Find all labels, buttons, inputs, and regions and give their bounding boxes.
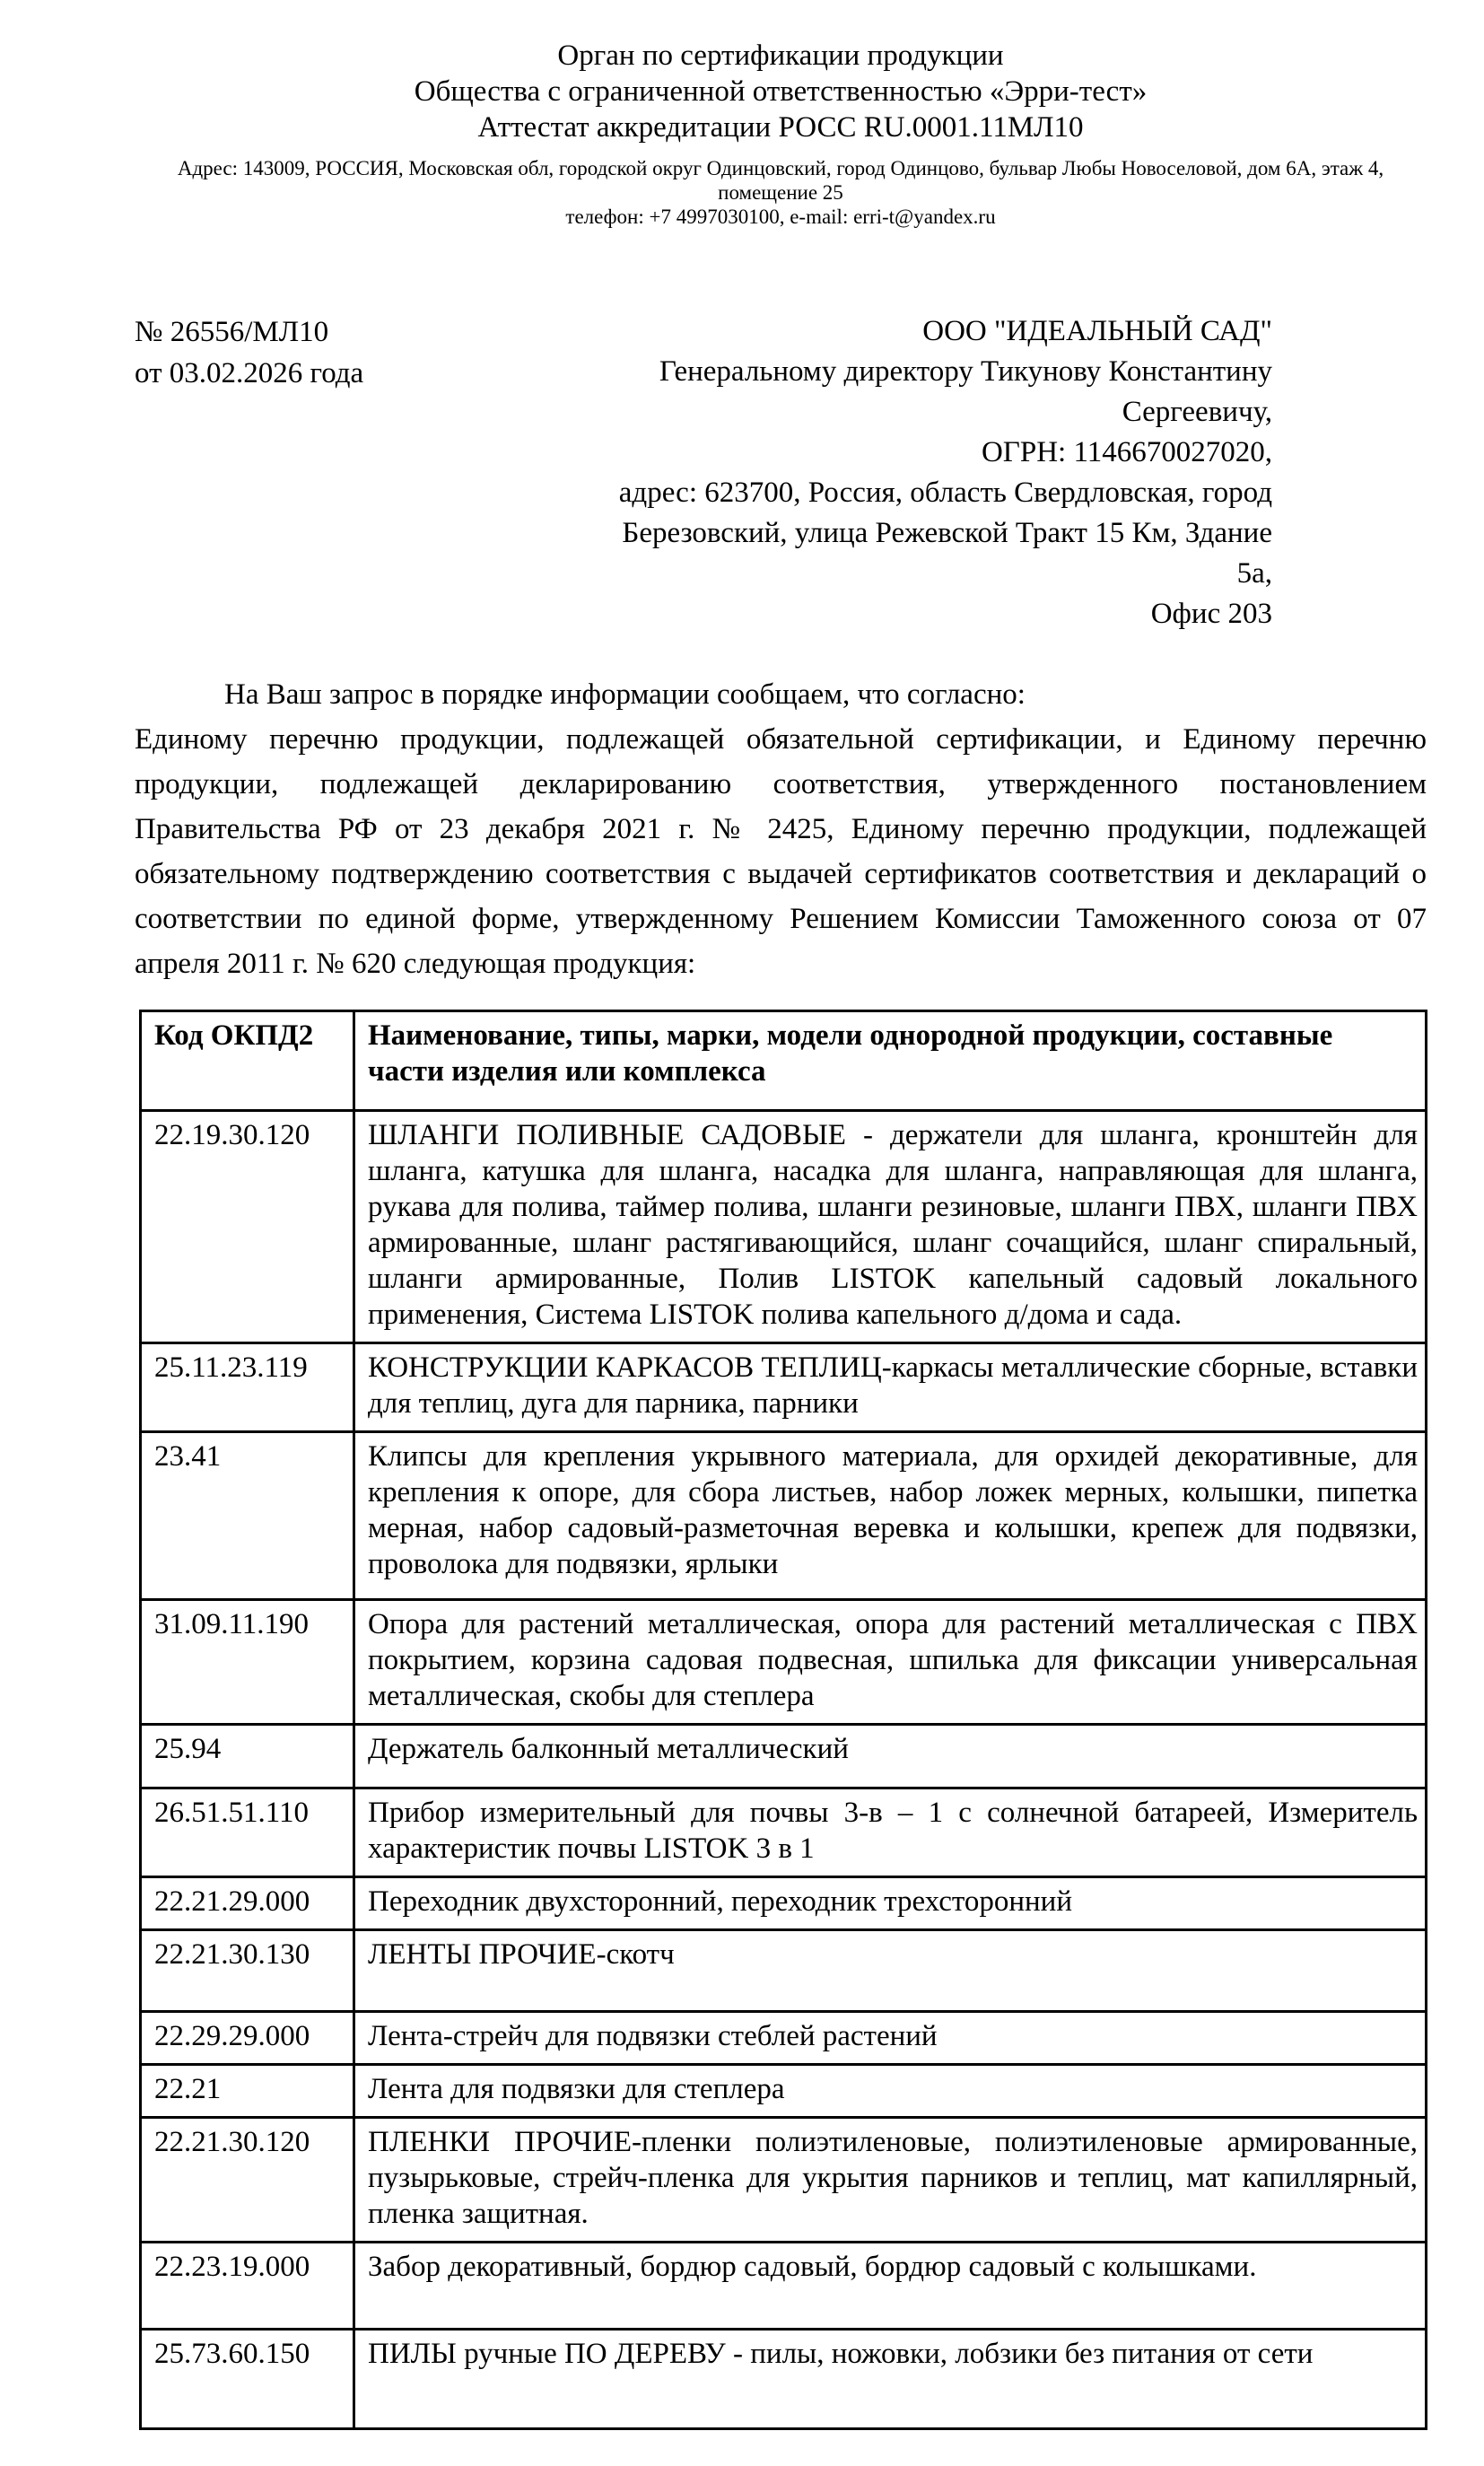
table-row: [141, 2012, 1427, 2065]
row-code: 22.21.30.130: [141, 1930, 354, 2012]
row-code: 25.11.23.119: [141, 1343, 354, 1432]
table-header-row: [141, 1011, 1427, 1111]
row-desc: Прибор измерительный для почвы 3-в – 1 с солнечной батареей, Измеритель характеристик почвы LISTOK 3 в 1: [354, 1788, 1427, 1877]
table-row: [141, 2330, 1427, 2429]
recipient-director-line2: Сергеевичу,: [1122, 396, 1272, 428]
recipient-block: [608, 311, 1272, 634]
row-desc: Переходник двухсторонний, переходник трехсторонний: [354, 1877, 1427, 1930]
table-row: [141, 1788, 1427, 1877]
row-code: 22.29.29.000: [141, 2012, 354, 2065]
row-code: 26.51.51.110: [141, 1788, 354, 1877]
row-code: 23.41: [141, 1432, 354, 1600]
letterhead-org-line1: Орган по сертификации продукции: [557, 39, 1004, 72]
row-desc: Лента для подвязки для степлера: [354, 2065, 1427, 2118]
row-desc: ЛЕНТЫ ПРОЧИЕ-скотч: [354, 1930, 1427, 2012]
table-row: [141, 1432, 1427, 1600]
table-row: [141, 2065, 1427, 2118]
table-header-desc: Наименование, типы, марки, модели однородной продукции, составные части изделия или комплекса: [354, 1011, 1427, 1111]
table-row: [141, 2243, 1427, 2330]
letter-body: [135, 672, 1427, 986]
table-row: [141, 2118, 1427, 2243]
table-row: [141, 1930, 1427, 2012]
row-desc: ПИЛЫ ручные ПО ДЕРЕВУ - пилы, ножовки, лобзики без питания от сети: [354, 2330, 1427, 2429]
row-desc: КОНСТРУКЦИИ КАРКАСОВ ТЕПЛИЦ-каркасы металлические сборные, вставки для теплиц, дуга для парника, парники: [354, 1343, 1427, 1432]
reference-number: № 26556/МЛ10: [135, 316, 329, 348]
row-desc: Забор декоративный, бордюр садовый, бордюр садовый с колышками.: [354, 2243, 1427, 2330]
recipient-address-line2: Березовский, улица Режевской Тракт 15 Км, Здание 5а,: [622, 517, 1272, 590]
row-code: 25.73.60.150: [141, 2330, 354, 2429]
row-code: 22.21.29.000: [141, 1877, 354, 1930]
letterhead: [135, 38, 1427, 229]
reference-block: [135, 311, 363, 394]
main-paragraph: Единому перечню продукции, подлежащей обязательной сертификации, и Единому перечню продукции, подлежащей декларированию соответствия, утвержденного постановлением Правительства РФ от 23 декабря 2021 г. № 2425, Единому перечню продукции, подлежащей обязательному подтверждению соответствия с выдачей сертификатов соответствия и деклараций о соответствии по единой форме, утвержденному Решением Комиссии Таможенного союза от 07 апреля 2011 г. № 620 следующая продукция:: [135, 723, 1427, 980]
recipient-address-line1: адрес: 623700, Россия, область Свердловская, город: [618, 477, 1272, 509]
letterhead-contact: телефон: +7 4997030100, e-mail: erri-t@yandex.ru: [565, 206, 996, 228]
table-row: [141, 1343, 1427, 1432]
row-desc: Лента-стрейч для подвязки стеблей растений: [354, 2012, 1427, 2065]
row-code: 31.09.11.190: [141, 1600, 354, 1725]
row-code: 22.21: [141, 2065, 354, 2118]
recipient-address-line3: Офис 203: [1150, 598, 1272, 630]
row-code: 22.23.19.000: [141, 2243, 354, 2330]
reference-and-recipient: [135, 311, 1427, 634]
recipient-director-line1: Генеральному директору Тикунову Константину: [659, 355, 1272, 388]
row-desc: Клипсы для крепления укрывного материала, для орхидей декоративные, для крепления к опоре, для сбора листьев, набор ложек мерных, колышки, пипетка мерная, набор садовый-разметочная веревка и колышки, крепеж для подвязки, проволока для подвязки, ярлыки: [354, 1432, 1427, 1600]
row-desc: Держатель балконный металлический: [354, 1725, 1427, 1788]
products-table: [139, 1010, 1427, 2430]
table-header-code: Код ОКПД2: [141, 1011, 354, 1111]
row-desc: Опора для растений металлическая, опора для растений металлическая с ПВХ покрытием, корзина садовая подвесная, шпилька для фиксации универсальная металлическая, скобы для степлера: [354, 1600, 1427, 1725]
table-row: [141, 1877, 1427, 1930]
row-desc: ШЛАНГИ ПОЛИВНЫЕ САДОВЫЕ - держатели для шланга, кронштейн для шланга, катушка для шланга, насадка для шланга, направляющая для шланга, рукава для полива, таймер полива, шланги резиновые, шланги ПВХ, шланги ПВХ армированные, шланг растягивающийся, шланг сочащийся, шланг спиральный, шланги армированные, Полив LISTOK капельный садовый локального применения, Система LISTOK полива капельного д/дома и сада.: [354, 1111, 1427, 1343]
letterhead-address: Адрес: 143009, РОССИЯ, Московская обл, городской округ Одинцовский, город Одинцово, бульвар Любы Новоселовой, дом 6А, этаж 4, помещение 25: [177, 157, 1384, 204]
row-desc: ПЛЕНКИ ПРОЧИЕ-пленки полиэтиленовые, полиэтиленовые армированные, пузырьковые, стрейч-пленка для укрытия парников и теплиц, мат капиллярный, пленка защитная.: [354, 2118, 1427, 2243]
reference-date: от 03.02.2026 года: [135, 357, 364, 389]
recipient-ogrn: ОГРН: 1146670027020,: [981, 436, 1272, 468]
table-row: [141, 1725, 1427, 1788]
row-code: 22.19.30.120: [141, 1111, 354, 1343]
intro-sentence: На Ваш запрос в порядке информации сообщаем, что согласно:: [224, 678, 1026, 711]
letterhead-accreditation: Аттестат аккредитации РОСС RU.0001.11МЛ10: [477, 111, 1084, 144]
table-row: [141, 1111, 1427, 1343]
letterhead-org-line2: Общества с ограниченной ответственностью «Эрри-тест»: [414, 75, 1148, 108]
row-code: 22.21.30.120: [141, 2118, 354, 2243]
row-code: 25.94: [141, 1725, 354, 1788]
table-row: [141, 1600, 1427, 1725]
recipient-company: ООО "ИДЕАЛЬНЫЙ САД": [922, 315, 1272, 347]
